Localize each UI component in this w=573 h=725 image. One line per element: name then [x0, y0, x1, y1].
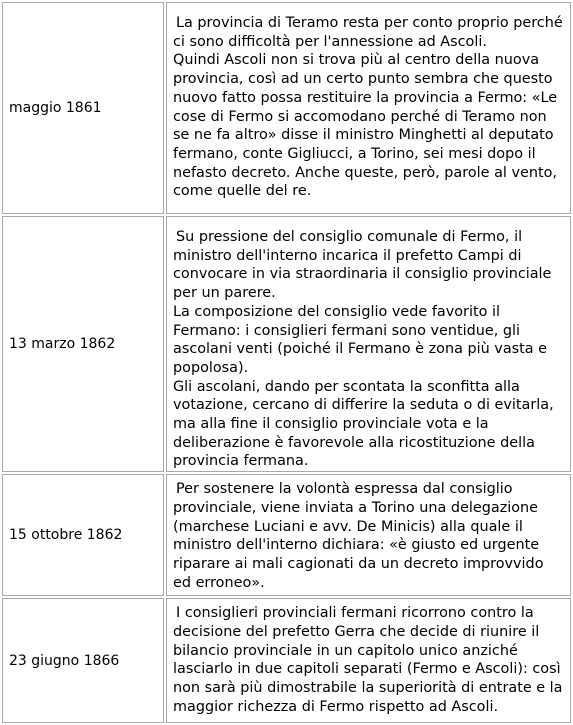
paragraph: Gli ascolani, dando per scontata la sconfitta alla votazione, cercano di differire la seduta o di evitarla, ma alla fine il consiglio provinciale vota e la deliberazione è favorevole alla ricostituzione della provincia fermana.	[173, 378, 554, 470]
paragraph: La composizione del consiglio vede favorito il Fermano: i consiglieri fermani sono ventidue, gli ascolani venti (poiché il Fermano è zona più vasta e popolosa).	[173, 303, 548, 376]
paragraph: Per sostenere la volontà espressa dal consiglio provinciale, viene inviata a Torino una delegazione (marchese Luciani e avv. De Minicis) alla quale il ministro dell'interno dichiara: «è giusto ed urgente riparare ai mali cagionati da un decreto improvvido ed erroneo».	[173, 481, 544, 591]
paragraph: I consiglieri provinciali fermani ricorrono contro la decisione del prefetto Gerra che decide di riunire il bilancio provinciale in un capitolo unico anziché lasciarlo in due capitoli separati (Fermo e Ascoli): così non sarà più dimostrabile la superiorità di entrate e la maggior richezza di Fermo rispetto ad Ascoli.	[173, 605, 563, 715]
date-cell: 23 giugno 1866	[2, 598, 164, 723]
paragraph: La provincia di Teramo resta per conto proprio perché ci sono difficoltà per l'annessione ad Ascoli.	[173, 15, 563, 50]
paragraph: Quindi Ascoli non si trova più al centro della nuova provincia, così ad un certo punto sembra che questo nuovo fatto possa restituire la provincia a Fermo: «Le cose di Fermo si accomodano perché di Teramo non se ne fa altro» disse il ministro Minghetti al deputato fermano, conte Gigliucci, a Torino, sei mesi dopo il nefasto decreto. Anche queste, però, parole al vento, come quelle del re.	[173, 52, 558, 200]
table-row	[2, 216, 571, 472]
description-cell	[166, 2, 571, 214]
description-cell	[166, 216, 571, 472]
paragraph: Su pressione del consiglio comunale di Fermo, il ministro dell'interno incarica il prefetto Campi di convocare in via straordinaria il consiglio provinciale per un parere.	[173, 229, 552, 302]
table-row	[2, 598, 571, 723]
date-cell: maggio 1861	[2, 2, 164, 214]
date-cell: 13 marzo 1862	[2, 216, 164, 472]
table-row	[2, 474, 571, 596]
description-cell	[166, 474, 571, 596]
date-cell: 15 ottobre 1862	[2, 474, 164, 596]
description-cell	[166, 598, 571, 723]
table-row	[2, 2, 571, 214]
